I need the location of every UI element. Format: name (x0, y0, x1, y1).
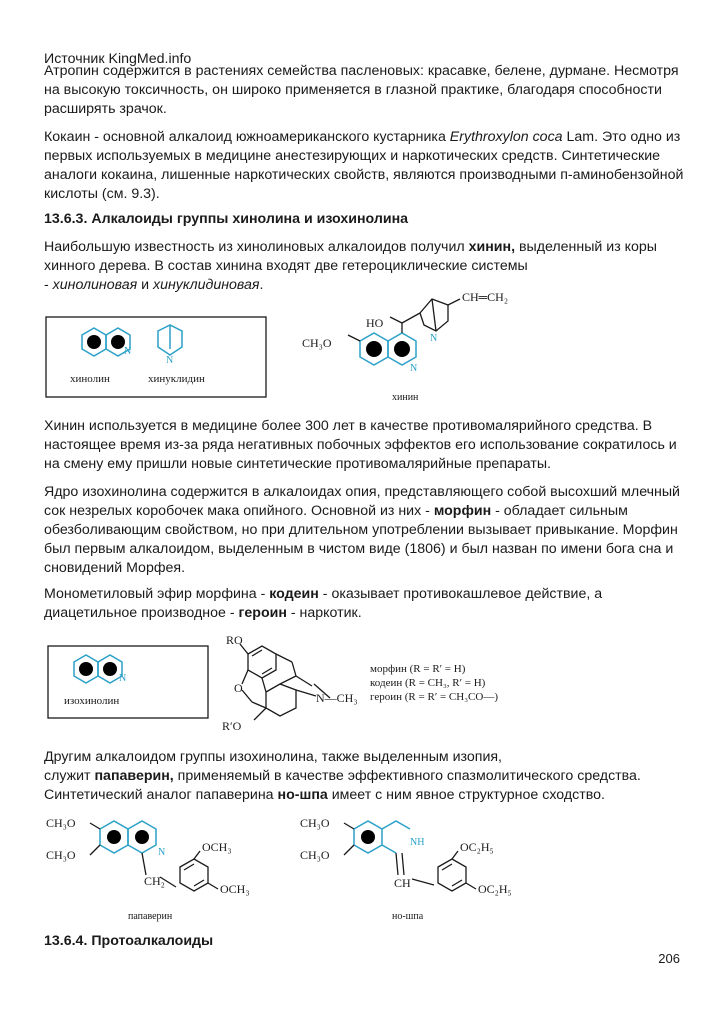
term-quinoline-system: хинолиновая (52, 277, 138, 293)
label-isoquinoline: изохинолин (64, 695, 120, 707)
quinine-vinyl: CH═CH₂ (462, 290, 509, 304)
paragraph-quinine-use: Хинин используется в медицине более 300 лет в качестве противомалярийного средства. В настоящее время из-за ряда негативных побочных эффектов его использование сократилось и на смену ему пришли новые синтетические противомалярийные препараты. (44, 418, 677, 472)
codeine-text-2: - оказывает противокашлевое действие, а диацетильное производное - (44, 586, 603, 621)
papaverine-ch2: CH₂ (144, 874, 165, 888)
term-papaverine: папаверин, (94, 768, 174, 784)
quinuclidine-structure (158, 325, 182, 355)
papaverine-methoxy-3: OCH₃ (202, 840, 232, 854)
papaverine-isoquinoline-part (100, 821, 156, 853)
label-quinine: хинин (392, 392, 419, 403)
term-heroin: героин (238, 605, 287, 621)
term-codeine: кодеин (269, 586, 319, 602)
term-morphine: морфин (433, 503, 492, 519)
term-quinuclidine-system: хинуклидиновая (153, 277, 260, 293)
legend-morphine: морфин (R = R′ = H) (370, 663, 466, 675)
noshpa-nh-atom: NH (410, 837, 425, 848)
morphine-r1o-group: R′O (222, 719, 242, 733)
papaverine-n-atom: N (158, 847, 166, 858)
legend-heroin: героин (R = R′ = CH₃CO—) (370, 691, 498, 703)
term-noshpa: но-шпа (277, 787, 328, 803)
label-quinuclidine: хинуклидин (148, 373, 205, 385)
papaverine-methoxy-4: OCH₃ (220, 882, 250, 896)
paragraph-papaverine (44, 748, 684, 805)
figure-isoquinoline-morphine (40, 628, 540, 743)
paragraph-opium (44, 483, 684, 578)
quinoline-structure (82, 328, 130, 356)
label-noshpa: но-шпа (392, 911, 424, 922)
noshpa-ethoxy-1: CH₃O (300, 816, 330, 830)
paragraph-cocaine (44, 128, 684, 204)
cocaine-text-1: Кокаин - основной алкалоид южноамериканского кустарника (44, 129, 450, 145)
morphine-n-methyl: N—CH₃ (316, 691, 358, 705)
quinine-dash: - (44, 277, 53, 293)
noshpa-ch: CH (394, 876, 411, 890)
morphine-structure (240, 644, 330, 720)
morphine-ro-group: RO (226, 633, 243, 647)
quinine-end: . (259, 277, 264, 293)
quinine-n-atom: N (410, 363, 418, 374)
quinine-text-2: выделенный из коры хинного дерева. В состав хинина входят две гетероциклические системы (44, 239, 658, 274)
isoquinoline-structure (74, 655, 122, 683)
quinine-quinoline-part (360, 333, 416, 365)
figure-papaverine-noshpa (40, 815, 680, 927)
noshpa-ethoxy-3: OC₂H₅ (460, 840, 494, 854)
papaverine-methoxy-1: CH₃O (46, 816, 76, 830)
noshpa-ethoxy-4: OC₂H₅ (478, 882, 512, 896)
codeine-text-3: - наркотик. (286, 605, 362, 621)
paragraph-atropine: Атропин содержится в растениях семейства пасленовых: красавке, белене, дурмане. Несмотря на высокую токсичность, он широко применяется в глазной практике, благодаря способности расширять зрачок. (44, 63, 679, 117)
isoquinoline-n-atom: N (119, 673, 127, 684)
quinine-bridge-n-atom: N (430, 333, 438, 344)
section-heading-protoalkaloids: 13.6.4. Протоалкалоиды (44, 933, 214, 949)
cocaine-text-2: Lam. Это одно из первых используемых в медицине анестезирующих и наркотических средств. Синтетические аналоги кокаина, лишенные наркотических свойств, являются производными п-аминобензойной кислоты (см. 9.3). (44, 129, 684, 202)
papaverine-text-3: имеет с ним явное структурное сходство. (327, 787, 605, 803)
source-note: Источник KingMed.info (44, 51, 192, 67)
figure-quinoline-quinuclidine-quinine (40, 285, 540, 405)
noshpa-ethoxy-2: CH₃O (300, 848, 330, 862)
quinoline-n-atom: N (124, 346, 132, 357)
papaverine-text-2: применяемый в качестве эффективного спазмолитического средства. Синтетический аналог папаверина (44, 768, 641, 803)
quinine-hydroxyl: HO (366, 316, 384, 330)
term-quinine: хинин, (468, 239, 516, 255)
morphine-ring-oxygen: O (234, 681, 243, 695)
label-papaverine: папаверин (128, 911, 173, 922)
papaverine-text-0: Другим алкалоидом группы изохинолина, также выделенным изопия, (44, 749, 502, 765)
quinuclidine-n-atom: N (166, 355, 174, 366)
section-heading-quinoline: 13.6.3. Алкалоиды группы хинолина и изохинолина (44, 211, 409, 227)
structures-box (46, 317, 266, 397)
legend-codeine: кодеин (R = CH₃, R′ = H) (370, 677, 486, 689)
papaverine-text-1: служит (44, 768, 95, 784)
quinine-text-1: Наибольшую известность из хинолиновых алкалоидов получил (44, 239, 469, 255)
quinine-and: и (137, 277, 154, 293)
paragraph-codeine (44, 585, 684, 623)
label-quinoline: хинолин (70, 373, 110, 385)
quinine-methoxy: CH₃O (302, 336, 332, 350)
noshpa-isoquinoline-part (354, 821, 410, 853)
page-number: 206 (658, 951, 680, 966)
papaverine-methoxy-2: CH₃O (46, 848, 76, 862)
isoquinoline-box (48, 646, 208, 718)
codeine-text-1: Монометиловый эфир морфина - (44, 586, 270, 602)
opium-text-1: Ядро изохинолина содержится в алкалоидах опия, представляющего собой высохший млечный сок незрелых коробочек мака опийного. Основной из них - (44, 484, 680, 519)
species-name: Erythroxylon coca (449, 129, 563, 145)
opium-text-2: - обладает сильным обезболивающим свойством, но при длительном употреблении вызывает привыкание. Морфин был первым алкалоидом, выделенным в чистом виде (1806) и был назван по имени бога сна и сновидений Морфея. (44, 503, 678, 576)
